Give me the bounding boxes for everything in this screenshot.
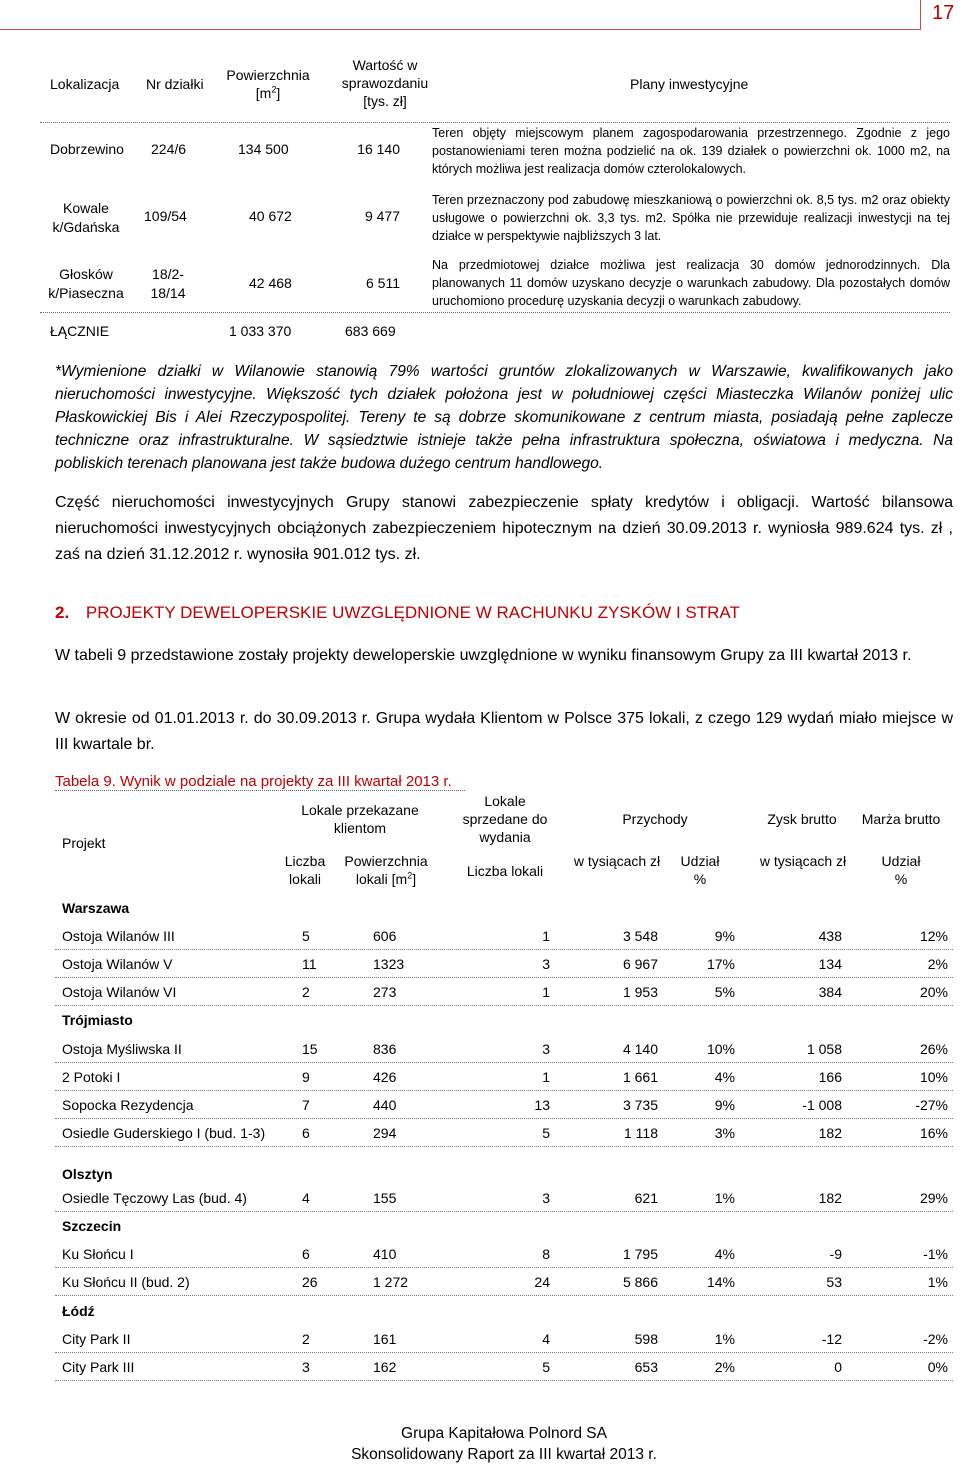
group-label: Trójmiasto (62, 1012, 133, 1028)
table-row (62, 1125, 950, 1145)
wilanow-note: *Wymienione działki w Wilanowie stanowią 79% wartości gruntów zlokalizowanych w Warszawie, kwalifikowanych jako nieruchomości inwestycyjne. Większość tych działek położona jest w południowej części Miasteczka Wilanów poniżej ulic Płaskowickiej Bis i Alei Rzeczypospolitej. Tereny te są dobrze skomunikowane z centrum miasta, posiadają pełne zaplecze techniczne oraz infrastrukturalne. W sąsiedztwie istnieje także pełna infrastruktura społeczna, oświatowa i medyczna. Na pobliskich terenach planowana jest także budowa dużego centrum handlowego. (55, 363, 953, 472)
t9-header-projekt: Projekt (62, 835, 106, 851)
table-cell: 3% (714, 1125, 735, 1141)
row-separator (55, 1118, 953, 1119)
col-header-plany: Plany inwestycyjne (630, 76, 749, 92)
table-row (62, 928, 950, 948)
col-header-wartosc: Wartość w sprawozdaniu [tys. zł] (341, 57, 429, 109)
table-cell: 26 (302, 1274, 318, 1290)
table-cell: 2 (302, 984, 310, 1000)
table-cell: 2% (927, 956, 948, 972)
t9-header-liczba-lokali-2: Liczba lokali (466, 863, 544, 879)
table-cell: 53 (826, 1274, 842, 1290)
table-cell: Ostoja Wilanów III (62, 928, 175, 944)
table-cell: 1 058 (806, 1041, 842, 1057)
row-gloskow-plan: Na przedmiotowej działce możliwa jest realizacja 30 domów jednorodzinnych. Dla planowanych 11 domów uzyskano decyzje o warunkach zabudowy. Dla pozostałych domów uruchomiono procedurę uzyskania decyzji o warunkach zabudowy. (432, 258, 950, 308)
t9-header-lokale-sprzedane: Lokale sprzedane do wydania (462, 793, 548, 845)
section-number: 2. (55, 603, 70, 622)
table-cell: 836 (373, 1041, 397, 1057)
col-header-nr-dzialki: Nr działki (146, 76, 204, 92)
row-separator (55, 949, 953, 950)
table-cell: 621 (634, 1190, 658, 1206)
table-cell: 410 (373, 1246, 397, 1262)
table1-header-rule (40, 122, 950, 123)
table-cell: -1 008 (802, 1097, 842, 1113)
row-kowale-pow: 40 672 (249, 208, 292, 224)
table-cell: 1 272 (373, 1274, 409, 1290)
t9-header-marza-udzial: Udział % (881, 853, 921, 887)
table-cell: 182 (818, 1125, 842, 1141)
footer-company: Grupa Kapitałowa Polnord SA (401, 1425, 607, 1442)
t9-header-powierzchnia-lokali: Powierzchnia lokali $[m^2]$ (344, 853, 428, 887)
row-kowale-wart: 9 477 (364, 208, 400, 224)
table9-top-rule (55, 790, 465, 791)
table-cell: 440 (373, 1097, 397, 1113)
table-cell: 3 (302, 1359, 310, 1375)
table-cell: 3 (542, 1190, 550, 1206)
table-cell: Ostoja Wilanów VI (62, 984, 177, 1000)
table-cell: 3 735 (622, 1097, 658, 1113)
row-kowale-plan: Teren przeznaczony pod zabudowę mieszkaniową o powierzchni ok. 8,5 tys. m2 oraz obiekty usługowe o powierzchni ok. 3,3 tys. m2. Spółka nie przewiduje realizacji inwestycji na tej działce w perspektywie najbliższych 3 lat. (432, 193, 950, 243)
t9-header-liczba-lokali: Liczba lokali (284, 853, 326, 887)
page-number-box-left (920, 0, 921, 30)
total-wart: 683 669 (345, 323, 396, 339)
table-cell: Ostoja Myśliwska II (62, 1041, 182, 1057)
t9-header-zysk: Zysk brutto (767, 811, 837, 827)
row-separator (55, 1380, 953, 1381)
table-cell: 2 Potoki I (62, 1069, 121, 1085)
row-gloskow-wart: 6 511 (366, 275, 400, 291)
col-header-lokalizacja: Lokalizacja (50, 76, 120, 92)
table-row (62, 1331, 950, 1351)
row-dobrzewino-nr: 224/6 (151, 141, 187, 157)
table-cell: 162 (373, 1359, 397, 1375)
table-cell: Ostoja Wilanów V (62, 956, 173, 972)
table-cell: 9% (714, 1097, 735, 1113)
total-pow: 1 033 370 (229, 323, 292, 339)
row-separator (55, 1146, 953, 1147)
t9-header-zysk-tys: w tysiącach zł (759, 853, 847, 869)
table-cell: 10% (706, 1041, 735, 1057)
table-cell: 5 (302, 928, 310, 944)
table-row (62, 1097, 950, 1117)
table-cell: 438 (818, 928, 842, 944)
table-cell: 1% (714, 1190, 735, 1206)
table-cell: -2% (923, 1331, 948, 1347)
row-separator (55, 1211, 953, 1212)
table-cell: 4 140 (622, 1041, 658, 1057)
table-cell: 1 (542, 928, 550, 944)
row-gloskow-nr: 18/2- 18/14 (150, 266, 186, 301)
table-cell: 3 (542, 1041, 550, 1057)
table-cell: 4% (714, 1246, 735, 1262)
table-cell: 1% (927, 1274, 948, 1290)
table-cell: 13 (534, 1097, 550, 1113)
table-cell: 12% (919, 928, 948, 944)
table-cell: 16% (919, 1125, 948, 1141)
table-cell: 273 (373, 984, 397, 1000)
group-label: Warszawa (62, 900, 130, 916)
table-row (62, 1246, 950, 1266)
table-cell: 1 795 (622, 1246, 658, 1262)
table-cell: 17% (706, 956, 735, 972)
table-cell: 1323 (373, 956, 405, 972)
table-cell: Osiedle Tęczowy Las (bud. 4) (62, 1190, 247, 1206)
table-cell: 11 (302, 956, 317, 972)
table-cell: 9% (714, 928, 735, 944)
section-title: PROJEKTY DEWELOPERSKIE UWZGLĘDNIONE W RACHUNKU ZYSKÓW I STRAT (85, 603, 740, 622)
table-row (62, 956, 950, 976)
table-cell: 3 548 (622, 928, 658, 944)
table-cell: 161 (373, 1331, 397, 1347)
table-cell: 155 (373, 1190, 397, 1206)
row-separator (55, 1267, 953, 1268)
table-cell: 29% (919, 1190, 948, 1206)
row-separator (55, 1062, 953, 1063)
total-rule (40, 312, 950, 313)
table-cell: -9 (829, 1246, 842, 1262)
row-dobrzewino-wart: 16 140 (357, 141, 400, 157)
table-cell: 426 (373, 1069, 397, 1085)
table-cell: 9 (302, 1069, 310, 1085)
row-gloskow-lokalizacja: Głosków k/Piaseczna (48, 266, 124, 301)
table-cell: 5 (542, 1125, 550, 1141)
table-cell: 15 (302, 1041, 318, 1057)
table-cell: 1 953 (622, 984, 658, 1000)
row-dobrzewino-pow: 134 500 (238, 141, 289, 157)
row-dobrzewino-lokalizacja: Dobrzewino (50, 141, 124, 157)
section-heading (55, 603, 740, 623)
table-cell: 1 118 (624, 1125, 658, 1141)
table-cell: 2% (714, 1359, 735, 1375)
table-cell: 598 (634, 1331, 658, 1347)
table-cell: -12 (821, 1331, 842, 1347)
table-cell: 0% (927, 1359, 948, 1375)
page-number: 17 (932, 2, 955, 24)
table-cell: 24 (534, 1274, 550, 1290)
table-cell: 5% (714, 984, 735, 1000)
row-kowale-lokalizacja: Kowale k/Gdańska (52, 200, 120, 235)
table-cell: 7 (302, 1097, 310, 1113)
table-cell: 20% (919, 984, 948, 1000)
table-cell: 6 967 (622, 956, 658, 972)
row-gloskow-pow: 42 468 (249, 275, 292, 291)
table-row (62, 1190, 950, 1210)
table-cell: 8 (542, 1246, 550, 1262)
row-separator (55, 977, 953, 978)
table-cell: 6 (302, 1246, 310, 1262)
investment-land-table (40, 40, 950, 350)
table-cell: 1 (542, 984, 550, 1000)
row-kowale-nr: 109/54 (144, 208, 187, 224)
row-separator (55, 1352, 953, 1353)
footer-report: Skonsolidowany Raport za III kwartał 2013 r. (351, 1446, 657, 1463)
table-cell: 26% (919, 1041, 948, 1057)
table-cell: Sopocka Rezydencja (62, 1097, 194, 1113)
table9-intro-paragraph: W tabeli 9 przedstawione zostały projekty deweloperskie uwzględnione w wyniku finansowym Grupy za III kwartał 2013 r. (55, 647, 912, 664)
table-cell: Ku Słońcu I (62, 1246, 134, 1262)
table-cell: 0 (834, 1359, 842, 1375)
table-cell: 606 (373, 928, 397, 944)
table-row (62, 1274, 950, 1294)
table-cell: 2 (302, 1331, 310, 1347)
table-cell: 294 (373, 1125, 397, 1141)
header-rule (0, 29, 920, 30)
table-cell: 4% (714, 1069, 735, 1085)
table-row (62, 1041, 950, 1061)
collateral-paragraph: Część nieruchomości inwestycyjnych Grupy stanowi zabezpieczenie spłaty kredytów i obligacji. Wartość bilansowa nieruchomości inwestycyjnych obciążonych zabezpieczeniem hipotecznym na dzień 30.09.2013 r. wyniosła 989.624 tys. zł , zaś na dzień 31.12.2012 r. wynosiła 901.012 tys. zł. (55, 494, 953, 563)
group-label: Łódź (62, 1303, 95, 1319)
t9-header-przychody-tys: w tysiącach zł (573, 853, 661, 869)
row-separator (55, 1005, 953, 1006)
table-cell: 1% (714, 1331, 735, 1347)
table-cell: 1 (542, 1069, 550, 1085)
table-cell: 3 (542, 956, 550, 972)
table-cell: 4 (542, 1331, 550, 1347)
t9-header-lokale-przekazane: Lokale przekazane klientom (301, 802, 419, 836)
table-cell: 653 (634, 1359, 658, 1375)
table-cell: City Park III (62, 1359, 135, 1375)
table-cell: Osiedle Guderskiego I (bud. 1-3) (62, 1125, 266, 1141)
group-label: Olsztyn (62, 1166, 113, 1182)
table-cell: 166 (818, 1069, 842, 1085)
row-dobrzewino-plan: Teren objęty miejscowym planem zagospodarowania przestrzennego. Zgodnie z jego postanowieniami teren można podzielić na ok. 139 działek o powierzchni ok. 1000 m2, na których możliwa jest realizacja domów czterolokalowych. (432, 126, 950, 176)
table-row (62, 1359, 950, 1379)
t9-header-przychody-udzial: Udział % (680, 853, 720, 887)
table9-caption: Tabela 9. Wynik w podziale na projekty za III kwartał 2013 r. (55, 773, 452, 790)
deliveries-paragraph: W okresie od 01.01.2013 r. do 30.09.2013 r. Grupa wydała Klientom w Polsce 375 lokali, z czego 129 wydań miało miejsce w III kwartale br. (55, 710, 953, 753)
table-cell: -1% (923, 1246, 948, 1262)
t9-header-marza: Marża brutto (861, 811, 941, 827)
table-row (62, 1069, 950, 1089)
row-separator (55, 1295, 953, 1296)
table-cell: City Park II (62, 1331, 131, 1347)
table-cell: 384 (818, 984, 842, 1000)
table-row (62, 984, 950, 1004)
table-cell: Ku Słońcu II (bud. 2) (62, 1274, 190, 1290)
powierzchnia-unit: $[m^2]$ (255, 84, 281, 101)
t9-header-przychody: Przychody (622, 811, 688, 827)
table-cell: 1 661 (622, 1069, 658, 1085)
total-label: ŁĄCZNIE (50, 323, 110, 339)
table-cell: 5 866 (622, 1274, 658, 1290)
table-cell: -27% (915, 1097, 948, 1113)
col-header-powierzchnia: Powierzchnia $[m^2]$ (218, 66, 318, 102)
row-separator (55, 1090, 953, 1091)
table-cell: 14% (706, 1274, 735, 1290)
table-cell: 182 (818, 1190, 842, 1206)
table-cell: 5 (542, 1359, 550, 1375)
table-cell: 4 (302, 1190, 310, 1206)
group-label: Szczecin (62, 1218, 122, 1234)
table-cell: 6 (302, 1125, 310, 1141)
table-cell: 10% (919, 1069, 948, 1085)
table-cell: 134 (818, 956, 842, 972)
